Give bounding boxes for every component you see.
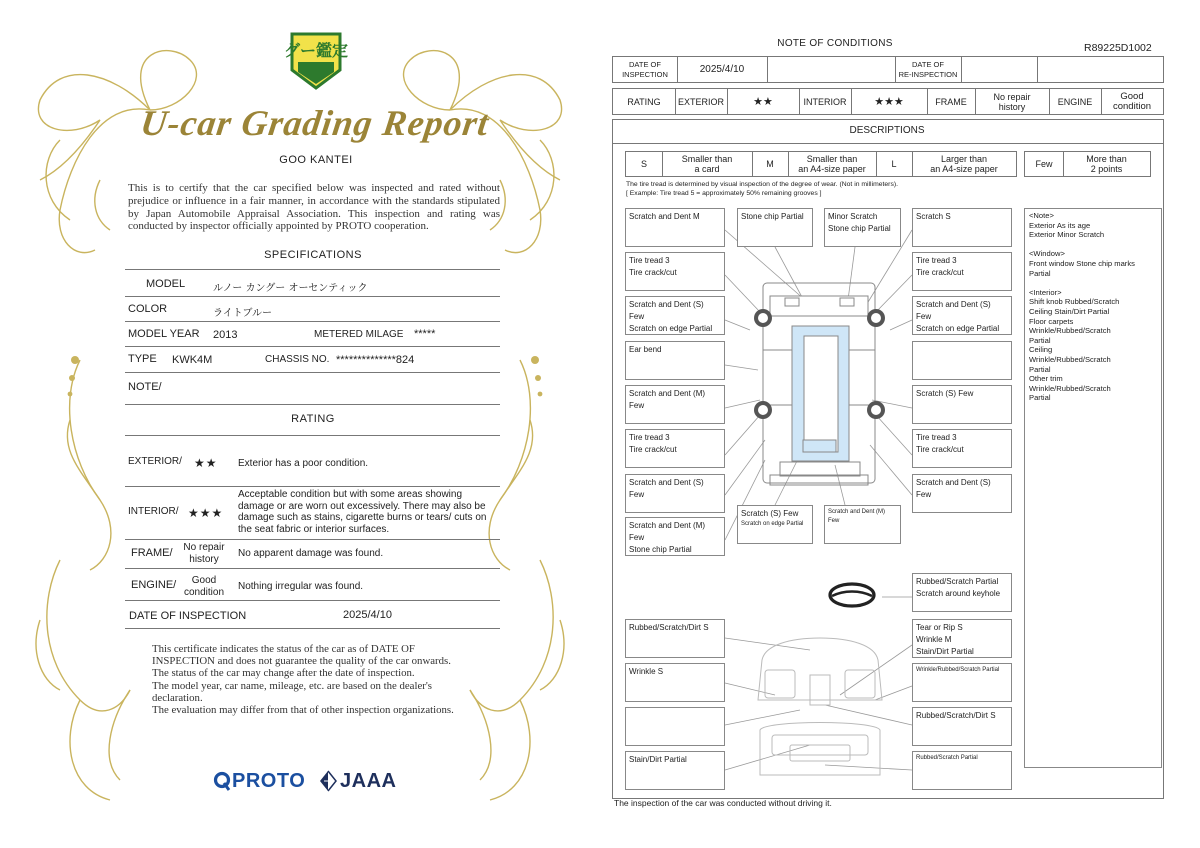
outro-line: The model year, car name, mileage, etc. are based on the dealer's [152,679,432,692]
rating-heading: RATING [291,413,335,425]
metered-label: METERED MILAGE [314,329,404,340]
notes-line: Ceiling [1029,345,1053,355]
note-title: NOTE OF CONDITIONS [777,38,893,49]
interior-box-rear-seat: Stain/Dirt Partial [625,751,725,790]
damage-box-rear-left [625,517,725,556]
notes-spacer [1029,278,1157,288]
chassis-value: **************824 [336,354,415,366]
note-of-conditions [600,0,1200,848]
legend-m: M [766,159,774,169]
legend-line: More than [1086,154,1127,164]
engine-label: ENGINE/ [131,579,177,591]
proto-logo-icon [214,771,230,791]
divider [125,628,500,629]
damage-box-steering [912,573,1012,612]
damage-box-door-right: Scratch (S) Few [912,385,1012,424]
damage-box-hood: Stone chip Partial [737,208,813,247]
divider [125,568,500,569]
frame-label: FRAME [935,96,967,107]
divider [125,600,500,601]
notes-line: Partial [1029,268,1051,278]
model-year-label: MODEL YEAR [128,328,200,340]
notes-line: Partial [1029,364,1051,374]
box-line: Tire crack/cut [629,268,677,277]
engine-value-line: condition [1112,100,1152,112]
interior-box-passenger-seat: Wrinkle/Rubbed/Scratch Partial [912,663,1012,702]
interior-box-cargo: Rubbed/Scratch Partial [912,751,1012,790]
jaaa-logo-icon [318,770,338,792]
box-line: Tire tread 3 [629,433,670,442]
legend-l: L [891,159,897,169]
model-value: ルノー カングー オーセンティック [213,283,368,294]
engine-value-line: Good [1120,90,1144,102]
damage-box-mirror-left: Ear bend [625,341,725,380]
date-reinsp-label-line: DATE OF [912,59,944,69]
tire-box-rear-left [625,429,725,468]
exterior-label: EXTERIOR/ [128,456,182,467]
interior-box-seat [912,619,1012,658]
box-line: Scratch on edge Partial [629,324,713,333]
tire-box-front-right [912,252,1012,291]
descriptions-heading: DESCRIPTIONS [849,125,925,136]
damage-box-fender-left [625,296,725,335]
notes-line: <Interior> [1029,287,1062,297]
divider [125,435,500,436]
cert-intro: This is to certify that the car specified below was inspected and rated without prejudice or influence in a fair manner, in accordance with the standards stipulated by Japan Automobile Appraisal Association. This inspection and rating was conducted by inspector officially appointed by PROTO cooperation. [128,182,500,233]
legend-few: Few [1035,159,1053,169]
jaaa-logo: JAAA [340,770,397,792]
frame-value-line: history [998,101,1026,112]
frame-value-line: No repair [993,91,1031,102]
notes-line: Partial [1029,393,1051,403]
date-insp-label-line: INSPECTION [622,69,668,79]
badge-text: グー鑑定 [283,41,349,60]
notes-line: Floor carpets [1029,316,1074,326]
engine-value-line: Good [191,575,217,586]
damage-box-front-right: Scratch S [912,208,1012,247]
box-line: Scratch around keyhole [916,589,1001,598]
outro-line: INSPECTION and does not guarantee the quality of the car onwards. [152,655,451,668]
notes-line: Exterior Minor Scratch [1029,230,1105,240]
date-value: 2025/4/10 [343,609,392,621]
cert-title: U-car Grading Report [138,103,492,143]
box-line: Stain/Dirt Partial [916,647,974,656]
box-line: Scratch (S) Few [741,509,799,518]
box-line: Tire crack/cut [629,445,677,454]
box-line: Scratch and Dent (S) Few [629,300,704,321]
interior-stars: ★★★ [188,506,224,520]
engine-value-line: condition [183,586,225,598]
notes-line: Wrinkle/Rubbed/Scratch [1029,354,1111,364]
chassis-label: CHASSIS NO. [265,354,330,365]
box-line: Scratch and Dent (M) Few [629,521,706,542]
notes-line: <Note> [1029,211,1054,220]
tire-note-line: The tire tread is determined by visual inspection of the degree of wear. (Not in millimeters). [626,181,898,188]
tire-box-rear-right [912,429,1012,468]
divider [125,404,500,405]
notes-line: Other trim [1029,374,1063,384]
divider [125,486,500,487]
rating-label: RATING [627,96,661,107]
box-line: Tire tread 3 [629,256,670,265]
box-line: Tire crack/cut [916,445,964,454]
notes-line: Ceiling Stain/Dirt Partial [1029,306,1110,316]
outro-line: The evaluation may differ from that of other inspection organizations. [152,704,454,717]
engine-label: ENGINE [1057,96,1093,107]
color-value: ライトブルー [213,308,272,319]
exterior-stars: ★★ [194,456,218,470]
damage-box-door-left: Scratch and Dent (M) Few [625,385,725,424]
reference-number: R89225D1002 [1084,42,1152,54]
legend-line: Smaller than [681,154,733,164]
date-insp-value: 2025/4/10 [699,63,745,75]
box-line: Scratch on edge Partial [916,324,1000,333]
notes-line: Shift knob Rubbed/Scratch [1029,297,1120,307]
divider [125,321,500,322]
divider [125,539,500,540]
interior-box-console [625,707,725,746]
specifications-heading: SPECIFICATIONS [264,249,362,261]
box-line: Scratch on edge Partial [741,521,804,527]
date-reinsp-label-line: RE-INSPECTION [898,69,958,79]
legend-line: Larger than [940,154,988,164]
legend-line: 2 points [1090,164,1123,174]
notes-line: Front window Stone chip marks [1029,258,1135,268]
frame-desc: No apparent damage was found. [238,548,384,559]
interior-label: INTERIOR/ [128,506,179,517]
outro-line: The status of the car may change after the date of inspection. [152,667,415,680]
frame-value-line: No repair [183,542,225,553]
notes-column [1024,208,1162,768]
legend-line: an A4-size paper [798,164,866,174]
date-label: DATE OF INSPECTION [129,610,247,622]
notes-line: Wrinkle/Rubbed/Scratch [1029,383,1111,393]
engine-desc: Nothing irregular was found. [238,581,364,592]
box-line: Stone chip Partial [828,224,891,233]
tire-box-front-left [625,252,725,291]
divider [125,346,500,347]
notes-line: <Window> [1029,249,1065,259]
box-line: Stone chip Partial [629,545,692,554]
damage-box-quarter-left: Scratch and Dent (S) Few [625,474,725,513]
box-line: Tire crack/cut [916,268,964,277]
damage-box-tailgate [737,505,813,544]
damage-box-quarter-right: Scratch and Dent (S) Few [912,474,1012,513]
frame-value-line: history [189,553,219,565]
legend-line: an A4-size paper [930,164,998,174]
tire-note-line: [ Example: Tire tread 5 = approximately 50% remaining grooves ] [626,190,822,197]
box-line: Tire tread 3 [916,433,957,442]
cert-outro [152,643,482,716]
interior-box-ceiling: Rubbed/Scratch/Dirt S [625,619,725,658]
metered-value: ***** [414,328,436,340]
interior-box-driver-seat: Wrinkle S [625,663,725,702]
cert-subtitle: GOO KANTEI [279,154,353,166]
legend-line: a card [694,164,720,174]
note-label: NOTE/ [128,381,162,393]
proto-logo: PROTO [232,770,306,792]
damage-box-windshield [824,208,901,247]
color-label: COLOR [128,303,168,315]
legend-line: Smaller than [806,154,858,164]
notes-line: Exterior As its age [1029,220,1091,230]
interior-desc: Acceptable condition but with some areas showing damage or are worn out excessively. There may also be damage such as stains, cigarette burns or tears/ cuts on the seat fabric or interior surfaces. [238,489,487,535]
notes-line: Wrinkle/Rubbed/Scratch [1029,326,1111,336]
divider [125,269,500,270]
box-line: Tear or Rip S [916,623,963,632]
box-line: Rubbed/Scratch Partial [916,577,999,586]
exterior-label: EXTERIOR [677,96,724,107]
outro-line: declaration. [152,691,203,704]
engine-value [178,575,230,598]
interior-value: ★★★ [874,95,904,108]
goo-kantei-badge [283,32,349,90]
damage-box-mirror-right [912,341,1012,380]
box-line: Minor Scratch [828,212,878,221]
exterior-desc: Exterior has a poor condition. [238,458,369,469]
box-line: Tire tread 3 [916,256,957,265]
outro-line: This certificate indicates the status of the car as of DATE OF [152,643,415,655]
type-label: TYPE [128,353,157,365]
divider [125,372,500,373]
legend-s: S [640,159,647,169]
damage-box-fender-right [912,296,1012,335]
steering-wheel-icon [830,584,874,606]
interior-box-rear-right: Rubbed/Scratch/Dirt S [912,707,1012,746]
model-year-value: 2013 [213,329,238,341]
type-value: KWK4M [172,354,213,366]
box-line: Scratch and Dent (S) Few [916,300,991,321]
notes-line: Partial [1029,335,1051,345]
frame-value [178,542,230,565]
damage-box-front-left: Scratch and Dent M [625,208,725,247]
footer-note: The inspection of the car was conducted without driving it. [614,798,832,808]
frame-label: FRAME/ [131,547,173,559]
model-label: MODEL [146,278,186,290]
divider [125,296,500,297]
date-insp-label-line: DATE OF [629,59,661,69]
damage-box-rear-bumper: Scratch and Dent (M) Few [824,505,901,544]
notes-spacer [1029,240,1157,250]
exterior-value: ★★ [753,95,773,108]
box-line: Wrinkle M [916,635,952,644]
interior-label: INTERIOR [803,96,847,107]
